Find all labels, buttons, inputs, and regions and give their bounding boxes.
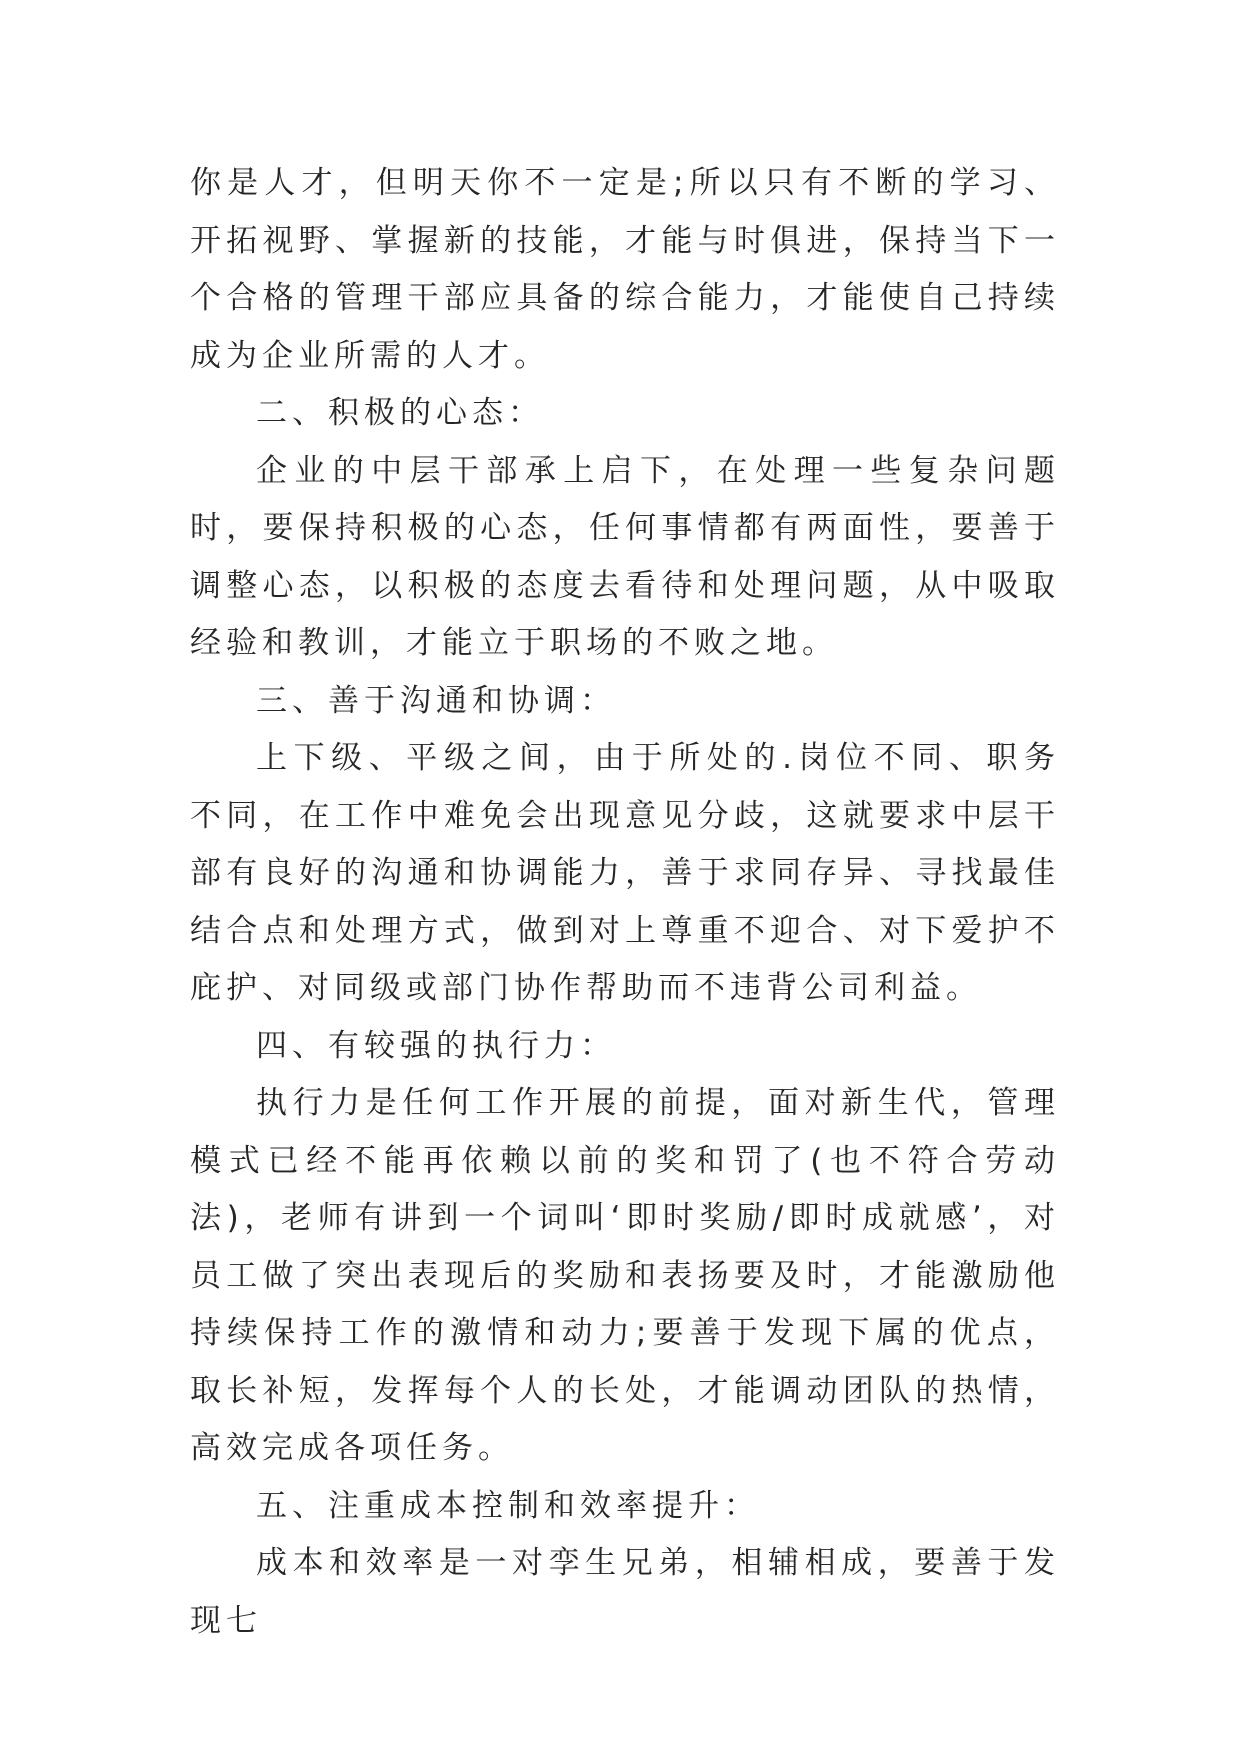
section-heading-4: 四、有较强的执行力： xyxy=(256,1027,616,1064)
paragraph-cost-efficiency: 成本和效率是一对孪生兄弟，相辅相成，要善于发现七 xyxy=(190,1545,1060,1639)
paragraph-positive-attitude: 企业的中层干部承上启下，在处理一些复杂问题时，要保持积极的心态，任何事情都有两面性，要善于调整心态，以积极的态度去看待和处理问题，从中吸取经验和教训，才能立于职场的不败之地。 xyxy=(190,452,1060,661)
section-heading-5: 五、注重成本控制和效率提升： xyxy=(256,1487,760,1524)
document-body xyxy=(190,155,1060,1650)
section-heading-3: 三、善于沟通和协调： xyxy=(256,682,616,719)
section-heading-2: 二、积极的心态： xyxy=(256,395,544,431)
paragraph-continuation: 你是人才，但明天你不一定是;所以只有不断的学习、开拓视野、掌握新的技能，才能与时俱进，保持当下一个合格的管理干部应具备的综合能力，才能使自己持续成为企业所需的人才。 xyxy=(190,165,1060,374)
paragraph-communication: 上下级、平级之间，由于所处的.岗位不同、职务不同，在工作中难免会出现意见分歧，这就要求中层干部有良好的沟通和协调能力，善于求同存异、寻找最佳结合点和处理方式，做到对上尊重不迎合、对下爱护不庇护、对同级或部门协作帮助而不违背公司利益。 xyxy=(190,740,1060,1006)
paragraph-execution: 执行力是任何工作开展的前提，面对新生代，管理模式已经不能再依赖以前的奖和罚了(也不符合劳动法)，老师有讲到一个词叫‘即时奖励/即时成就感’，对员工做了突出表现后的奖励和表扬要及时，才能激励他持续保持工作的激情和动力;要善于发现下属的优点，取长补短，发挥每个人的长处，才能调动团队的热情，高效完成各项任务。 xyxy=(190,1085,1060,1466)
